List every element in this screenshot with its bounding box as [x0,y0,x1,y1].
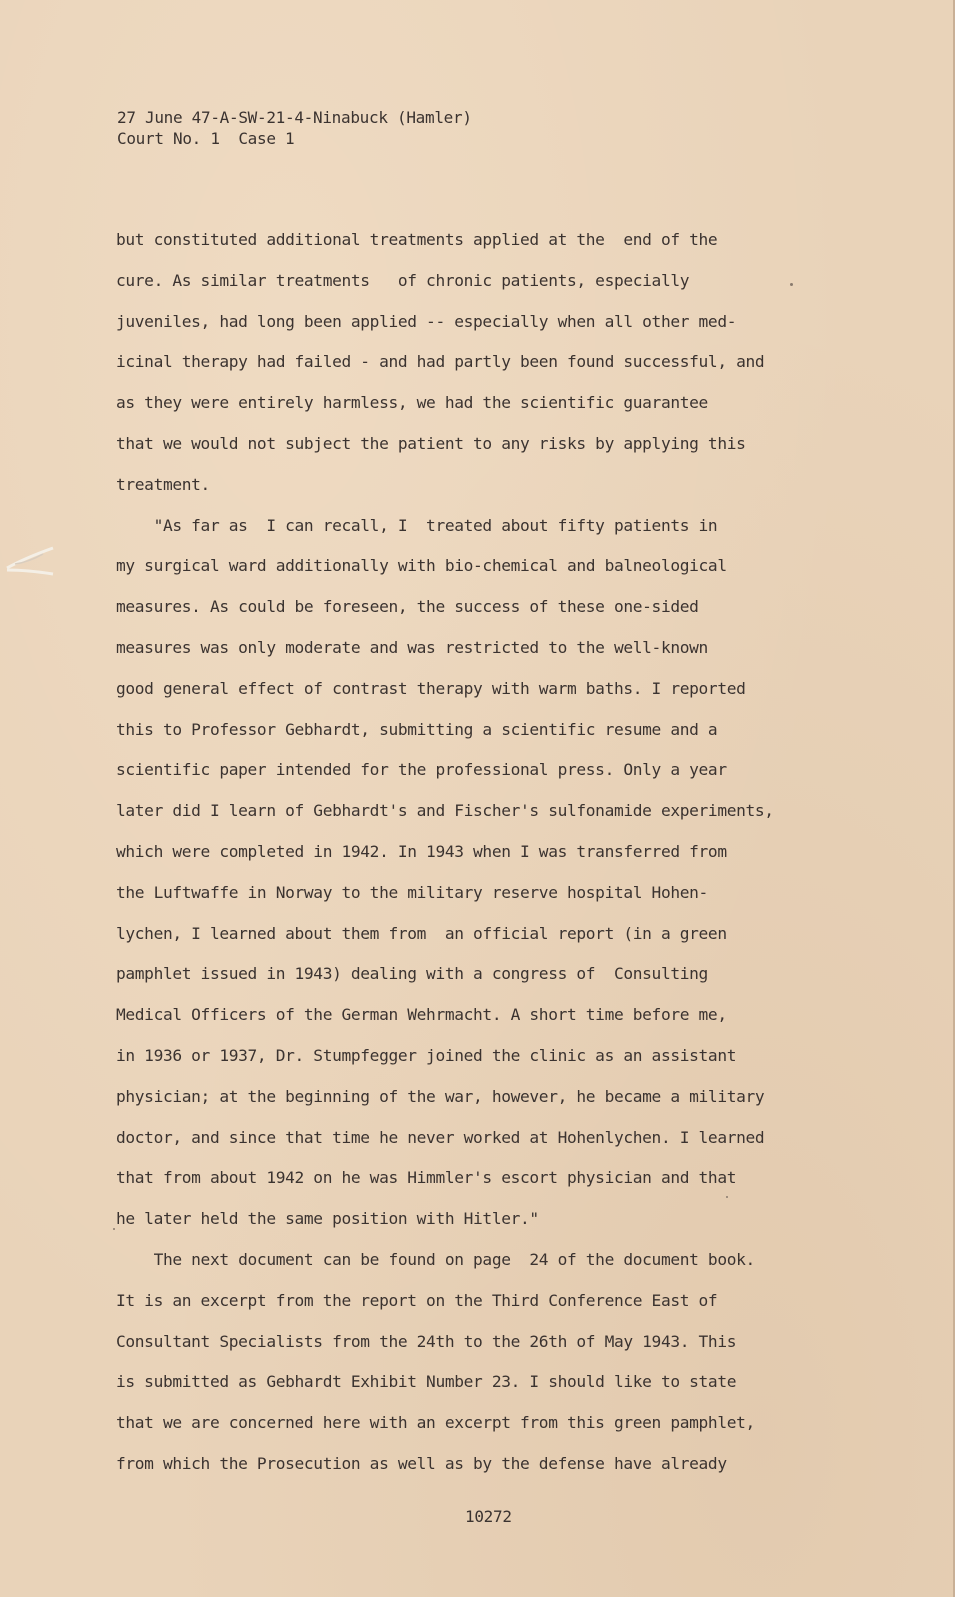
document-header [117,107,472,149]
body-line: scientific paper intended for the professional press. Only a year [116,760,727,780]
body-line: measures. As could be foreseen, the success of these one-sided [116,597,699,617]
page-number: 10272 [465,1507,512,1526]
body-line: lychen, I learned about them from an official report (in a green [116,923,727,943]
body-line: icinal therapy had failed - and had partly been found successful, and [116,352,765,372]
body-line: later did I learn of Gebhardt's and Fischer's sulfonamide experiments, [116,801,774,821]
document-body [116,228,816,1493]
body-line: It is an excerpt from the report on the Third Conference East of [116,1290,718,1310]
body-line: The next document can be found on page 24 of the document book. [116,1249,755,1269]
body-line: as they were entirely harmless, we had the scientific guarantee [116,393,708,413]
body-line: that we would not subject the patient to any risks by applying this [116,433,746,453]
string-tie-mark [5,540,55,590]
body-line: the Luftwaffe in Norway to the military reserve hospital Hohen- [116,882,708,902]
body-line: cure. As similar treatments of chronic patients, especially [116,270,690,290]
body-line: he later held the same position with Hitler." [116,1209,539,1229]
body-line: from which the Prosecution as well as by the defense have already [116,1453,727,1473]
body-line: that we are concerned here with an excerpt from this green pamphlet, [116,1413,755,1433]
body-line: Medical Officers of the German Wehrmacht. A short time before me, [116,1005,727,1025]
body-line: pamphlet issued in 1943) dealing with a congress of Consulting [116,964,708,984]
body-line: doctor, and since that time he never worked at Hohenlychen. I learned [116,1127,765,1147]
body-line: physician; at the beginning of the war, however, he became a military [116,1086,765,1106]
body-line: this to Professor Gebhardt, submitting a scientific resume and a [116,719,718,739]
body-line: measures was only moderate and was restricted to the well-known [116,637,708,657]
body-line: that from about 1942 on he was Himmler's escort physician and that [116,1168,737,1188]
body-line: treatment. [116,474,210,494]
body-line: is submitted as Gebhardt Exhibit Number 23. I should like to state [116,1372,737,1392]
header-court-case: Court No. 1 Case 1 [117,129,295,148]
body-line: good general effect of contrast therapy with warm baths. I reported [116,678,746,698]
body-line: but constituted additional treatments applied at the end of the [116,230,718,249]
body-line: which were completed in 1942. In 1943 when I was transferred from [116,841,727,861]
body-line: juveniles, had long been applied -- especially when all other med- [116,311,737,331]
body-line: Consultant Specialists from the 24th to the 26th of May 1943. This [116,1331,737,1351]
body-line: "As far as I can recall, I treated about fifty patients in [116,515,718,535]
body-line: my surgical ward additionally with bio-chemical and balneological [116,556,727,576]
body-line: in 1936 or 1937, Dr. Stumpfegger joined the clinic as an assistant [116,1045,737,1065]
header-transcript-id: 27 June 47-A-SW-21-4-Ninabuck (Hamler) [117,108,472,127]
